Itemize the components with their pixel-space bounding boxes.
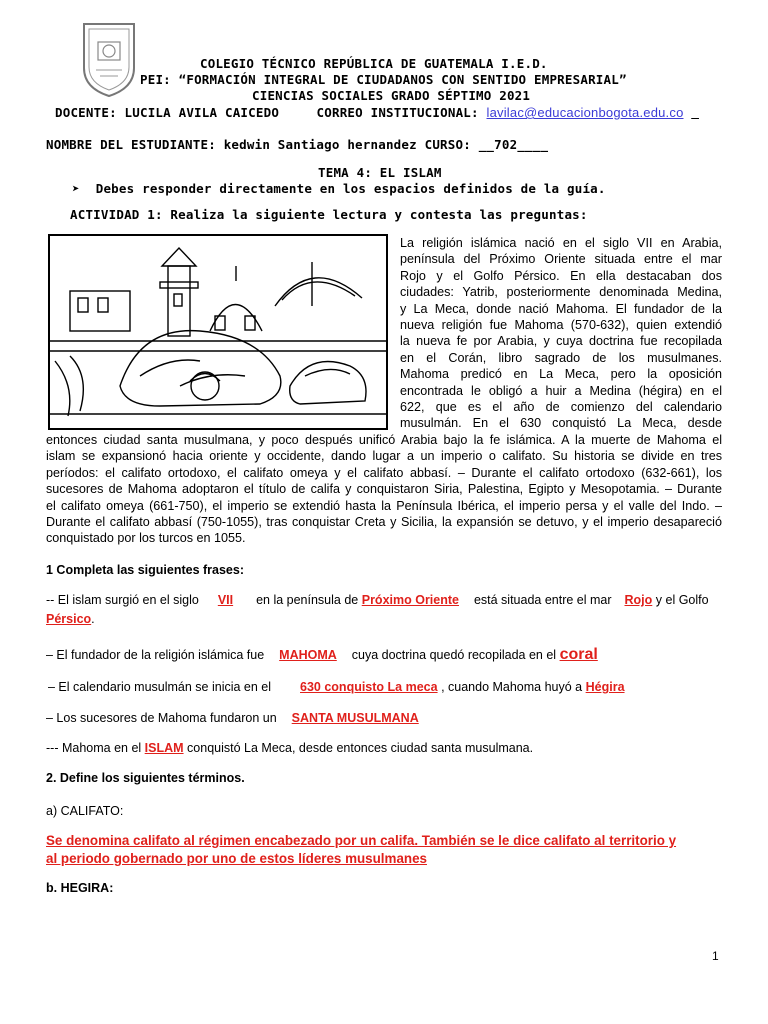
instruction-line: ➤ Debes responder directamente en los espacios definidos de la guía.: [72, 181, 606, 196]
mosque-prayer-illustration: [48, 234, 388, 430]
student-line: [46, 137, 548, 152]
question-2: – El fundador de la religión islámica fue MAHOMA cuya doctrina quedó recopilada en el coral: [46, 646, 598, 663]
reading-line: península del Próximo Oriente situada entre el mar: [400, 252, 722, 267]
activity-title: ACTIVIDAD 1: Realiza la siguiente lectura y contesta las preguntas:: [70, 207, 588, 222]
reading-full-column: [46, 432, 722, 547]
student-name: kedwin Santiago hernandez: [223, 137, 417, 152]
reading-side-column: [400, 235, 722, 432]
answer-islam: ISLAM: [144, 741, 184, 755]
question-1-cont: Pérsico.: [46, 612, 95, 626]
section1-title: 1 Completa las siguientes frases:: [46, 563, 244, 577]
school-name: COLEGIO TÉCNICO REPÚBLICA DE GUATEMALA I.E.D.: [200, 56, 548, 71]
course-label: CURSO:: [424, 137, 471, 152]
reading-line: 622, que es el año de comienzo del calendario: [400, 400, 722, 415]
answer-libro: coral: [559, 646, 598, 663]
reading-line: períodos: el califato ortodoxo, el califato omeya y el califato abbasí. – Durante el califato ortodoxo (632-661), los: [46, 465, 722, 480]
question-5: --- Mahoma en el ISLAM conquistó La Meca, desde entonces ciudad santa musulmana.: [46, 741, 534, 755]
student-label: NOMBRE DEL ESTUDIANTE:: [46, 137, 216, 152]
arrow-bullet-icon: ➤: [72, 181, 80, 196]
question-1: -- El islam surgió en el siglo VII en la península de Próximo Oriente está situada entre el mar Rojo y el Golfo: [46, 593, 709, 607]
reading-line: Rojo y el Golfo Pérsico. En ella destacaban dos: [400, 268, 722, 283]
reading-line: sucesores de Mahoma adoptaron el título de califa y conquistaron Siria, Palestina, Egipto y Mesopotamia. – Durante: [46, 482, 722, 497]
term-hegira-label: b. HEGIRA:: [46, 881, 114, 895]
page-number: 1: [712, 949, 719, 963]
term-califato-answer: Se denomina califato al régimen encabezado por un califa. También se le dice califato al territorio y al periodo gobernado por uno de estos líderes musulmanes: [46, 833, 677, 866]
email-label: CORREO INSTITUCIONAL:: [316, 105, 479, 120]
pei-title: PEI: “FORMACIÓN INTEGRAL DE CIUDADANOS CON SENTIDO EMPRESARIAL”: [140, 72, 627, 87]
reading-line: ciudades: Yatrib, posteriormente denominada Medina,: [400, 285, 722, 300]
topic-title: TEMA 4: EL ISLAM: [318, 165, 442, 180]
question-4: – Los sucesores de Mahoma fundaron un SANTA MUSULMANA: [46, 711, 419, 725]
reading-line: nueva religión fue Mahoma (570-632), quien extendió: [400, 318, 722, 333]
answer-fundador: MAHOMA: [279, 648, 337, 662]
reading-line: La religión islámica nació en el siglo VII en Arabia,: [400, 236, 722, 250]
answer-siglo: VII: [217, 593, 234, 607]
reading-line: conquistado por los turcos en 1055.: [46, 531, 246, 546]
reading-line: entonces ciudad santa musulmana, y poco después unificó Arabia bajo la fe islámica. A la muerte de Mahoma el: [46, 433, 722, 447]
answer-sucesores: SANTA MUSULMANA: [291, 711, 419, 725]
reading-line: Mahoma predicó en La Meca, pero la oposición: [400, 367, 722, 382]
teacher-line: [55, 105, 713, 120]
course-value: __702____: [478, 137, 549, 152]
reading-line: islam se expansionó hacia oriente y occidente, dando lugar a un imperio o califato. Su historia se divide en tres: [46, 449, 722, 464]
reading-line: y La Meca, donde nació Mahoma. El fundador de la: [400, 301, 722, 316]
answer-peninsula: Próximo Oriente: [361, 593, 459, 607]
answer-calendario: 630 conquisto La meca: [300, 680, 438, 694]
answer-golfo: Pérsico: [46, 612, 92, 626]
answer-mar: Rojo: [624, 593, 653, 607]
reading-line: en el Corán, libro sagrado de los musulmanes.: [400, 350, 722, 365]
teacher-name: DOCENTE: LUCILA AVILA CAICEDO: [55, 105, 280, 120]
reading-line: la nueva fe por Arabia, y cuya doctrina fue recopilada: [400, 334, 722, 349]
reading-line: musulmán. En el 630 conquistó La Meca, desde: [400, 416, 722, 431]
answer-huyo: Hégira: [585, 680, 625, 694]
teacher-email-link[interactable]: lavilac@educacionbogota.edu.co: [486, 105, 684, 120]
subject-title: CIENCIAS SOCIALES GRADO SÉPTIMO 2021: [252, 88, 531, 103]
reading-line: el califato omeya (661-750), el imperio se extendió hasta la Península Ibérica, el imperio persa y el valle del Indo. –: [46, 498, 722, 513]
school-logo: [80, 20, 138, 98]
term-califato-label: a) CALIFATO:: [46, 804, 124, 818]
section2-title: 2. Define los siguientes términos.: [46, 771, 245, 785]
question-3: – El calendario musulmán se inicia en el 630 conquisto La meca , cuando Mahoma huyó a Hégira: [48, 680, 625, 694]
reading-line: encontrada le obligó a huir a Medina (hégira) en el: [400, 383, 722, 398]
reading-line: Durante el califato abbasí (750-1055), tras conquistar Creta y Sicilia, la expansión se detuvo, y el imperio desapareció: [46, 515, 722, 530]
